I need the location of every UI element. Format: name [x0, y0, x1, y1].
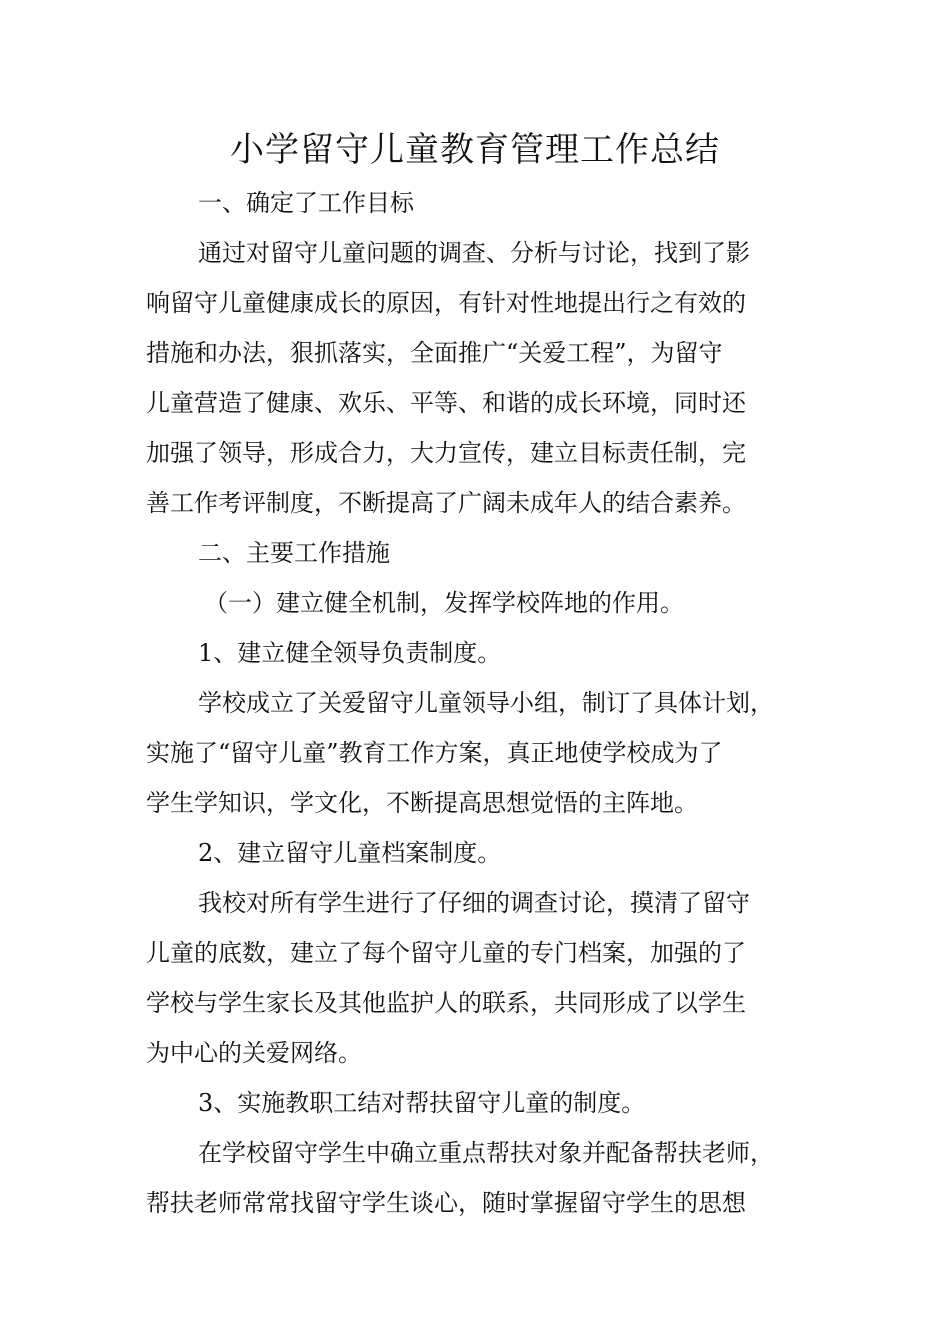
subsection-heading: （一）建立健全机制，发挥学校阵地的作用。 [204, 589, 684, 617]
document-title: 小学留守儿童教育管理工作总结 [230, 130, 720, 170]
paragraph-line: 儿童营造了健康、欢乐、平等、和谐的成长环境，同时还 [146, 389, 746, 417]
paragraph-line: 善工作考评制度，不断提高了广阔未成年人的结合素养。 [146, 489, 746, 517]
section-heading-1: 一、确定了工作目标 [198, 189, 414, 217]
paragraph-line: 儿童的底数，建立了每个留守儿童的专门档案，加强的了 [146, 939, 746, 967]
paragraph-line: 加强了领导，形成合力，大力宣传，建立目标责任制，完 [146, 439, 746, 467]
paragraph-line: 通过对留守儿童问题的调查、分析与讨论，找到了影 [198, 239, 750, 267]
item-heading-2: 2、建立留守儿童档案制度。 [198, 839, 502, 867]
paragraph-line: 我校对所有学生进行了仔细的调查讨论，摸清了留守 [198, 889, 750, 917]
paragraph-line: 措施和办法，狠抓落实，全面推广“关爱工程”，为留守 [146, 339, 723, 367]
item-heading-3: 3、实施教职工结对帮扶留守儿童的制度。 [198, 1089, 646, 1117]
paragraph-line: 在学校留守学生中确立重点帮扶对象并配备帮扶老师， [198, 1139, 774, 1167]
paragraph-line: 响留守儿童健康成长的原因，有针对性地提出行之有效的 [146, 289, 746, 317]
paragraph-line: 实施了“留守儿童”教育工作方案，真正地使学校成为了 [146, 739, 723, 767]
paragraph-line: 学校成立了关爱留守儿童领导小组，制订了具体计划， [198, 689, 774, 717]
document-body [146, 178, 812, 1228]
paragraph-line: 学校与学生家长及其他监护人的联系，共同形成了以学生 [146, 989, 746, 1017]
paragraph-line: 为中心的关爱网络。 [146, 1039, 362, 1067]
section-heading-2: 二、主要工作措施 [198, 539, 390, 567]
paragraph-line: 学生学知识，学文化，不断提高思想觉悟的主阵地。 [146, 789, 698, 817]
item-heading-1: 1、建立健全领导负责制度。 [198, 639, 502, 667]
paragraph-line: 帮扶老师常常找留守学生谈心，随时掌握留守学生的思想 [146, 1189, 746, 1217]
